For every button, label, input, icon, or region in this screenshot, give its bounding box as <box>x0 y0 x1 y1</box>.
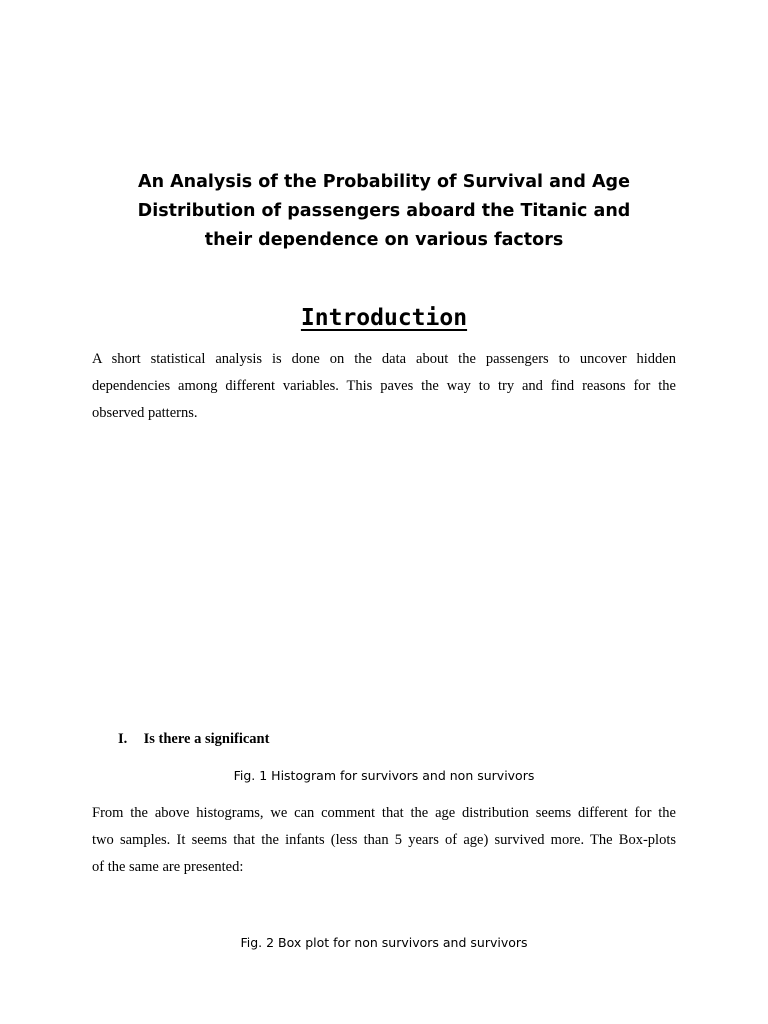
paragraph-line: of the same are presented: <box>92 859 244 875</box>
section-heading <box>118 727 269 751</box>
title-line: Distribution of passengers aboard the Titanic and <box>137 201 631 221</box>
paragraph-line: From the above histograms, we can comment that the age distribution seems different for the <box>92 805 676 821</box>
figure-2-caption: Fig. 2 Box plot for non survivors and survivors <box>240 935 528 950</box>
body-paragraph <box>92 800 676 881</box>
introduction-paragraph <box>92 346 676 427</box>
section-number: I. <box>118 731 128 747</box>
paragraph-line: A short statistical analysis is done on the data about the passengers to uncover hidden <box>92 351 676 367</box>
section-title: Is there a significant <box>143 731 270 747</box>
document-title <box>92 168 676 255</box>
title-line: their dependence on various factors <box>204 230 564 250</box>
paragraph-line: observed patterns. <box>92 405 198 421</box>
title-line: An Analysis of the Probability of Survival and Age <box>138 172 630 192</box>
introduction-heading: Introduction <box>300 305 468 331</box>
figure-1-caption: Fig. 1 Histogram for survivors and non survivors <box>233 768 535 783</box>
paragraph-line: two samples. It seems that the infants (less than 5 years of age) survived more. The Box-plots <box>92 832 676 848</box>
paragraph-line: dependencies among different variables. This paves the way to try and find reasons for the <box>92 378 676 394</box>
